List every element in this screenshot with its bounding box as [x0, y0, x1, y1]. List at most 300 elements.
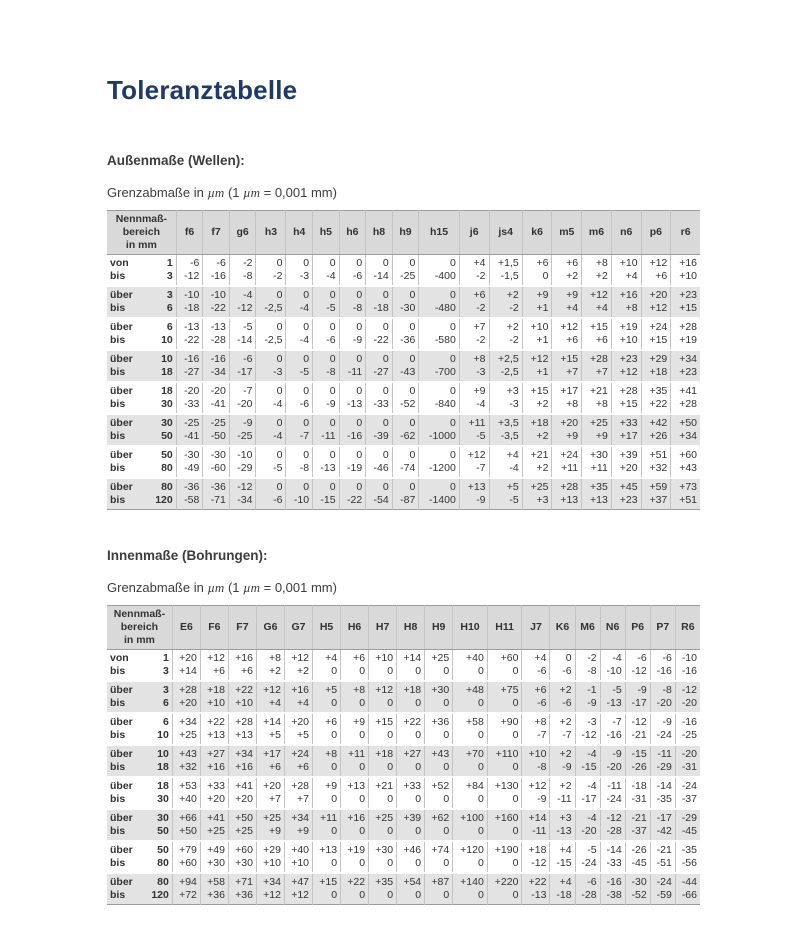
tolerance-cell-h8: 0 -14: [366, 255, 393, 287]
range-word: über: [110, 353, 133, 365]
tolerance-cell-H6: +6 0: [341, 650, 369, 682]
tolerance-cell-N6: -12 -28: [600, 809, 625, 841]
tolerance-cell-m6: +12 +4: [582, 286, 612, 318]
tolerance-cell-h5: 0 -5: [313, 286, 340, 318]
tolerance-cell-p6: +20 +12: [641, 286, 671, 318]
range-word: bis: [110, 494, 126, 506]
tolerance-cell-p6: +24 +15: [641, 318, 671, 350]
tolerance-cell-f7: -25 -50: [203, 414, 230, 446]
tolerance-cell-h4: 0 -5: [286, 350, 313, 382]
tolerance-cell-N6: -7 -16: [600, 713, 625, 745]
column-header-J7: J7: [522, 606, 550, 650]
range-value: 10: [157, 748, 169, 760]
tolerance-cell-P6: -18 -31: [625, 777, 650, 809]
range-cell: [107, 255, 176, 287]
tolerance-cell-f7: -36 -71: [203, 478, 230, 510]
range-value: 50: [157, 825, 169, 837]
range-column-header: Nennmaß- bereich in mm: [107, 211, 176, 255]
tolerance-cell-h4: 0 -8: [286, 446, 313, 478]
note-text: (1: [224, 185, 244, 200]
tolerance-cell-js4: +3,5 -3,5: [489, 414, 522, 446]
tolerance-cell-F7: +50 +25: [228, 809, 256, 841]
micro-symbol: µm: [243, 580, 261, 595]
tolerance-cell-js4: +2 -2: [489, 318, 522, 350]
tolerance-cell-k6: +6 0: [522, 255, 552, 287]
column-header-j6: j6: [459, 211, 489, 255]
tolerance-cell-P6: -21 -37: [625, 809, 650, 841]
tolerance-cell-M6: -2 -8: [575, 650, 600, 682]
tolerance-cell-h4: 0 -7: [286, 414, 313, 446]
tolerance-cell-M6: -1 -9: [575, 681, 600, 713]
tolerance-cell-G6: +34 +12: [256, 873, 284, 905]
tolerance-cell-H7: +35 0: [369, 873, 397, 905]
tolerance-cell-E6: +94 +72: [172, 873, 200, 905]
table-row: [107, 446, 700, 478]
tolerance-cell-H10: +48 0: [453, 681, 488, 713]
range-value: 3: [166, 270, 173, 282]
tolerance-cell-J7: +18 -12: [522, 841, 550, 873]
range-value: 80: [157, 876, 169, 888]
note-text: Grenzabmaße in: [107, 185, 208, 200]
tolerance-cell-M6: -4 -20: [575, 809, 600, 841]
tolerance-cell-m6: +30 +11: [582, 446, 612, 478]
column-header-P6: P6: [625, 606, 650, 650]
column-header-k6: k6: [522, 211, 552, 255]
note-text: (1: [224, 580, 244, 595]
table-row: [107, 318, 700, 350]
tolerance-cell-F7: +28 +13: [228, 713, 256, 745]
tolerance-cell-J7: +6 -6: [522, 681, 550, 713]
tolerance-cell-H11: +60 0: [487, 650, 522, 682]
tolerance-cell-g6: -4 -12: [229, 286, 256, 318]
tolerance-cell-H8: +27 0: [397, 745, 425, 777]
tolerance-cell-P7: -8 -20: [650, 681, 675, 713]
tolerance-cell-P6: -26 -45: [625, 841, 650, 873]
tolerance-cell-f6: -13 -22: [176, 318, 203, 350]
tolerance-cell-K6: +2 -7: [550, 713, 575, 745]
range-value: 18: [161, 385, 173, 397]
tolerance-cell-M6: -6 -28: [575, 873, 600, 905]
tolerance-cell-H10: +70 0: [453, 745, 488, 777]
tolerance-cell-m5: +20 +9: [552, 414, 582, 446]
tolerance-cell-P7: -9 -24: [650, 713, 675, 745]
tolerance-cell-G7: +40 +10: [284, 841, 312, 873]
range-word: bis: [110, 857, 126, 869]
table-row: [107, 745, 700, 777]
tolerance-cell-H5: +5 0: [313, 681, 341, 713]
tolerance-cell-H11: +220 0: [487, 873, 522, 905]
tolerance-cell-F7: +34 +16: [228, 745, 256, 777]
tolerance-cell-g6: -6 -17: [229, 350, 256, 382]
tolerance-cell-j6: +13 -9: [459, 478, 489, 510]
tolerance-cell-J7: +12 -9: [522, 777, 550, 809]
tolerance-cell-G7: +34 +9: [284, 809, 312, 841]
table-row: [107, 777, 700, 809]
tolerance-cell-j6: +7 -2: [459, 318, 489, 350]
range-word: bis: [110, 430, 126, 442]
tolerance-cell-H6: +19 0: [341, 841, 369, 873]
range-value: 30: [157, 812, 169, 824]
tolerance-cell-H11: +160 0: [487, 809, 522, 841]
range-word: von: [110, 652, 129, 664]
tolerance-cell-k6: +15 +2: [522, 382, 552, 414]
note-text: = 0,001 mm): [260, 185, 337, 200]
note-text: = 0,001 mm): [260, 580, 337, 595]
tolerance-cell-H8: +46 0: [397, 841, 425, 873]
tolerance-cell-r6: +28 +19: [671, 318, 700, 350]
range-word: bis: [110, 793, 126, 805]
tolerance-cell-H9: +74 0: [425, 841, 453, 873]
tolerance-cell-n6: +16 +8: [611, 286, 641, 318]
column-header-F6: F6: [200, 606, 228, 650]
range-cell: [107, 841, 172, 873]
tolerance-cell-H5: +9 0: [313, 777, 341, 809]
tolerance-cell-K6: +3 -13: [550, 809, 575, 841]
tolerance-cell-H10: +58 0: [453, 713, 488, 745]
tolerance-cell-h8: 0 -46: [366, 446, 393, 478]
column-header-P7: P7: [650, 606, 675, 650]
tolerance-cell-G6: +20 +7: [256, 777, 284, 809]
tolerance-cell-G6: +14 +5: [256, 713, 284, 745]
tolerance-cell-h8: 0 -33: [366, 382, 393, 414]
table-row: [107, 873, 700, 905]
tolerance-cell-H5: +4 0: [313, 650, 341, 682]
tolerance-cell-p6: +42 +26: [641, 414, 671, 446]
range-cell: [107, 350, 176, 382]
range-word: über: [110, 812, 133, 824]
tolerance-cell-R6: -24 -37: [675, 777, 700, 809]
tolerance-cell-j6: +9 -4: [459, 382, 489, 414]
tolerance-cell-J7: +8 -7: [522, 713, 550, 745]
tolerance-cell-M6: -5 -24: [575, 841, 600, 873]
column-header-m6: m6: [582, 211, 612, 255]
tolerance-cell-k6: +25 +3: [522, 478, 552, 510]
tolerance-cell-h6: 0 -8: [339, 286, 366, 318]
column-header-G6: G6: [256, 606, 284, 650]
tolerance-cell-H7: +25 0: [369, 809, 397, 841]
tolerance-cell-h8: 0 -54: [366, 478, 393, 510]
tolerance-cell-E6: +53 +40: [172, 777, 200, 809]
tolerance-cell-H5: +15 0: [313, 873, 341, 905]
tolerance-cell-f6: -16 -27: [176, 350, 203, 382]
tolerance-cell-m6: +8 +2: [582, 255, 612, 287]
tolerance-cell-R6: -44 -66: [675, 873, 700, 905]
tolerance-cell-P6: -12 -21: [625, 713, 650, 745]
tolerance-cell-p6: +12 +6: [641, 255, 671, 287]
tolerance-cell-j6: +6 -2: [459, 286, 489, 318]
tolerance-cell-H11: +190 0: [487, 841, 522, 873]
tolerance-cell-h9: 0 -36: [392, 318, 419, 350]
tolerance-cell-n6: +33 +17: [611, 414, 641, 446]
tolerance-cell-h6: 0 -9: [339, 318, 366, 350]
tolerance-cell-h3: 0 -4: [256, 382, 286, 414]
tolerance-cell-h4: 0 -4: [286, 318, 313, 350]
range-cell: [107, 446, 176, 478]
tolerance-cell-g6: -2 -8: [229, 255, 256, 287]
tolerance-cell-H6: +16 0: [341, 809, 369, 841]
tolerance-cell-h4: 0 -6: [286, 382, 313, 414]
tolerance-cell-h9: 0 -30: [392, 286, 419, 318]
tolerance-cell-F6: +41 +25: [200, 809, 228, 841]
tolerance-cell-f7: -16 -34: [203, 350, 230, 382]
tolerance-cell-H9: +52 0: [425, 777, 453, 809]
range-word: bis: [110, 665, 126, 677]
tolerance-cell-H10: +40 0: [453, 650, 488, 682]
tolerance-cell-H6: +13 0: [341, 777, 369, 809]
tolerance-cell-p6: +35 +22: [641, 382, 671, 414]
tolerance-cell-h8: 0 -39: [366, 414, 393, 446]
tolerance-cell-H6: +11 0: [341, 745, 369, 777]
range-value: 6: [166, 302, 173, 314]
column-header-F7: F7: [228, 606, 256, 650]
range-value: 50: [161, 449, 173, 461]
range-value: 10: [157, 729, 169, 741]
unit-note-bohrungen: [107, 563, 700, 596]
tolerance-cell-J7: +22 -13: [522, 873, 550, 905]
tolerance-cell-h4: 0 -10: [286, 478, 313, 510]
range-word: von: [110, 257, 129, 269]
table-row: [107, 382, 700, 414]
range-word: bis: [110, 366, 126, 378]
tolerance-cell-H10: +100 0: [453, 809, 488, 841]
tolerance-cell-h5: 0 -9: [313, 382, 340, 414]
column-header-H11: H11: [487, 606, 522, 650]
tolerance-cell-P7: -6 -16: [650, 650, 675, 682]
tolerance-cell-f6: -20 -33: [176, 382, 203, 414]
tolerance-cell-H8: +39 0: [397, 809, 425, 841]
tolerance-cell-R6: -10 -16: [675, 650, 700, 682]
tolerance-cell-J7: +4 -6: [522, 650, 550, 682]
range-word: bis: [110, 761, 126, 773]
tolerance-cell-F6: +49 +30: [200, 841, 228, 873]
tolerance-cell-r6: +23 +15: [671, 286, 700, 318]
tolerance-cell-N6: -11 -24: [600, 777, 625, 809]
column-header-g6: g6: [229, 211, 256, 255]
column-header-f7: f7: [203, 211, 230, 255]
tolerance-cell-H8: +18 0: [397, 681, 425, 713]
range-word: über: [110, 385, 133, 397]
tolerance-cell-h3: 0 -6: [256, 478, 286, 510]
table-row: [107, 255, 700, 287]
tolerance-cell-h8: 0 -22: [366, 318, 393, 350]
tolerance-cell-H11: +130 0: [487, 777, 522, 809]
column-header-p6: p6: [641, 211, 671, 255]
tolerance-cell-h6: 0 -6: [339, 255, 366, 287]
range-cell: [107, 681, 172, 713]
table-row: [107, 414, 700, 446]
tolerance-cell-E6: +20 +14: [172, 650, 200, 682]
micro-symbol: µm: [207, 580, 225, 595]
column-header-E6: E6: [172, 606, 200, 650]
tolerance-cell-H7: +12 0: [369, 681, 397, 713]
tolerance-cell-J7: +10 -8: [522, 745, 550, 777]
table-row: [107, 841, 700, 873]
range-word: bis: [110, 729, 126, 741]
column-header-G7: G7: [284, 606, 312, 650]
section-heading-wellen: Außenmaße (Wellen):: [107, 153, 245, 168]
range-value: 3: [163, 684, 169, 696]
range-word: über: [110, 844, 133, 856]
tolerance-cell-J7: +14 -11: [522, 809, 550, 841]
tolerance-cell-f6: -10 -18: [176, 286, 203, 318]
tolerance-cell-H8: +14 0: [397, 650, 425, 682]
tolerance-cell-g6: -10 -29: [229, 446, 256, 478]
tolerance-cell-P6: -9 -17: [625, 681, 650, 713]
tolerance-cell-H9: +87 0: [425, 873, 453, 905]
range-word: über: [110, 684, 133, 696]
column-header-H6: H6: [341, 606, 369, 650]
range-word: über: [110, 780, 133, 792]
tolerance-cell-H8: +54 0: [397, 873, 425, 905]
range-value: 18: [157, 761, 169, 773]
range-cell: [107, 318, 176, 350]
tolerance-cell-k6: +12 +1: [522, 350, 552, 382]
tolerance-cell-j6: +11 -5: [459, 414, 489, 446]
tolerance-cell-G6: +8 +2: [256, 650, 284, 682]
header-row: [107, 211, 700, 255]
range-word: bis: [110, 825, 126, 837]
tolerance-cell-r6: +60 +43: [671, 446, 700, 478]
column-header-R6: R6: [675, 606, 700, 650]
column-header-h5: h5: [313, 211, 340, 255]
range-column-header: Nennmaß- bereich in mm: [107, 606, 172, 650]
table-row: [107, 286, 700, 318]
tolerance-cell-h9: 0 -74: [392, 446, 419, 478]
tolerance-cell-f7: -10 -22: [203, 286, 230, 318]
column-header-H10: H10: [453, 606, 488, 650]
range-word: über: [110, 449, 133, 461]
tolerance-cell-n6: +10 +4: [611, 255, 641, 287]
tolerance-cell-H10: +84 0: [453, 777, 488, 809]
tolerance-cell-N6: -4 -10: [600, 650, 625, 682]
tolerance-cell-R6: -29 -45: [675, 809, 700, 841]
tolerance-cell-n6: +23 +12: [611, 350, 641, 382]
range-value: 6: [163, 697, 169, 709]
tolerance-cell-H6: +22 0: [341, 873, 369, 905]
column-header-r6: r6: [671, 211, 700, 255]
tolerance-cell-G6: +12 +4: [256, 681, 284, 713]
tolerance-cell-f7: -30 -60: [203, 446, 230, 478]
tolerance-cell-P7: -11 -29: [650, 745, 675, 777]
tolerance-cell-H5: +6 0: [313, 713, 341, 745]
tolerance-cell-G7: +24 +6: [284, 745, 312, 777]
tolerance-cell-h9: 0 -43: [392, 350, 419, 382]
tolerance-cell-h15: 0 -1200: [419, 446, 460, 478]
range-value: 50: [157, 844, 169, 856]
tolerance-cell-h15: 0 -580: [419, 318, 460, 350]
tolerance-cell-h6: 0 -11: [339, 350, 366, 382]
tolerance-cell-js4: +4 -4: [489, 446, 522, 478]
column-header-f6: f6: [176, 211, 203, 255]
tolerance-cell-m6: +15 +6: [582, 318, 612, 350]
tolerance-cell-h4: 0 -4: [286, 286, 313, 318]
tolerance-cell-js4: +5 -5: [489, 478, 522, 510]
tolerance-cell-G7: +28 +7: [284, 777, 312, 809]
range-word: bis: [110, 697, 126, 709]
tolerance-cell-n6: +19 +10: [611, 318, 641, 350]
range-value: 18: [157, 780, 169, 792]
column-header-H8: H8: [397, 606, 425, 650]
tolerance-cell-H7: +21 0: [369, 777, 397, 809]
tolerance-cell-R6: -20 -31: [675, 745, 700, 777]
tolerance-cell-m5: +6 +2: [552, 255, 582, 287]
tolerance-cell-r6: +50 +34: [671, 414, 700, 446]
tolerance-cell-N6: -5 -13: [600, 681, 625, 713]
tolerance-cell-G7: +12 +2: [284, 650, 312, 682]
column-header-js4: js4: [489, 211, 522, 255]
tolerance-cell-E6: +28 +20: [172, 681, 200, 713]
tolerance-cell-h6: 0 -19: [339, 446, 366, 478]
tolerance-cell-f7: -20 -41: [203, 382, 230, 414]
tolerance-cell-h3: 0 -2,5: [256, 286, 286, 318]
tolerance-cell-m6: +21 +8: [582, 382, 612, 414]
page-title: Toleranztabelle: [107, 75, 298, 105]
tolerance-cell-m6: +25 +9: [582, 414, 612, 446]
range-value: 1: [166, 257, 173, 269]
tolerance-cell-f6: -6 -12: [176, 255, 203, 287]
table-row: [107, 681, 700, 713]
tolerance-cell-R6: -12 -20: [675, 681, 700, 713]
tolerance-cell-h9: 0 -87: [392, 478, 419, 510]
tolerance-cell-P6: -15 -26: [625, 745, 650, 777]
range-value: 10: [161, 334, 173, 346]
range-word: bis: [110, 462, 126, 474]
tolerance-cell-js4: +2,5 -2,5: [489, 350, 522, 382]
unit-note-wellen: [107, 168, 700, 201]
range-value: 30: [161, 398, 173, 410]
range-word: bis: [110, 334, 126, 346]
tolerance-cell-h15: 0 -700: [419, 350, 460, 382]
tolerance-cell-js4: +2 -2: [489, 286, 522, 318]
tolerance-cell-js4: +3 -3: [489, 382, 522, 414]
range-value: 80: [161, 462, 173, 474]
tolerance-cell-h15: 0 -480: [419, 286, 460, 318]
range-value: 6: [166, 321, 173, 333]
tolerance-cell-F6: +27 +16: [200, 745, 228, 777]
tolerance-cell-H5: +11 0: [313, 809, 341, 841]
tolerance-cell-h6: 0 -22: [339, 478, 366, 510]
range-value: 6: [163, 716, 169, 728]
tolerance-cell-K6: +2 -11: [550, 777, 575, 809]
tolerance-cell-K6: +2 -9: [550, 745, 575, 777]
tolerance-cell-j6: +12 -7: [459, 446, 489, 478]
tolerance-cell-n6: +45 +23: [611, 478, 641, 510]
table-row: [107, 478, 700, 510]
range-word: bis: [110, 398, 126, 410]
tolerance-cell-M6: -4 -17: [575, 777, 600, 809]
tolerance-cell-js4: +1,5 -1,5: [489, 255, 522, 287]
tolerance-cell-h15: 0 -1000: [419, 414, 460, 446]
tolerance-cell-G6: +29 +10: [256, 841, 284, 873]
tolerance-cell-P7: -21 -51: [650, 841, 675, 873]
tolerance-cell-h5: 0 -13: [313, 446, 340, 478]
tolerance-cell-M6: -3 -12: [575, 713, 600, 745]
tolerance-cell-h8: 0 -27: [366, 350, 393, 382]
tolerance-cell-H10: +140 0: [453, 873, 488, 905]
column-header-h15: h15: [419, 211, 460, 255]
tolerance-cell-K6: 0 -6: [550, 650, 575, 682]
tolerance-cell-F7: +41 +20: [228, 777, 256, 809]
range-value: 80: [157, 857, 169, 869]
tolerance-cell-n6: +39 +20: [611, 446, 641, 478]
tolerance-cell-H5: +13 0: [313, 841, 341, 873]
table-row: [107, 650, 700, 682]
tolerance-cell-p6: +29 +18: [641, 350, 671, 382]
table-row: [107, 809, 700, 841]
tolerance-cell-h3: 0 -5: [256, 446, 286, 478]
range-value: 3: [166, 289, 173, 301]
tolerance-cell-E6: +43 +32: [172, 745, 200, 777]
